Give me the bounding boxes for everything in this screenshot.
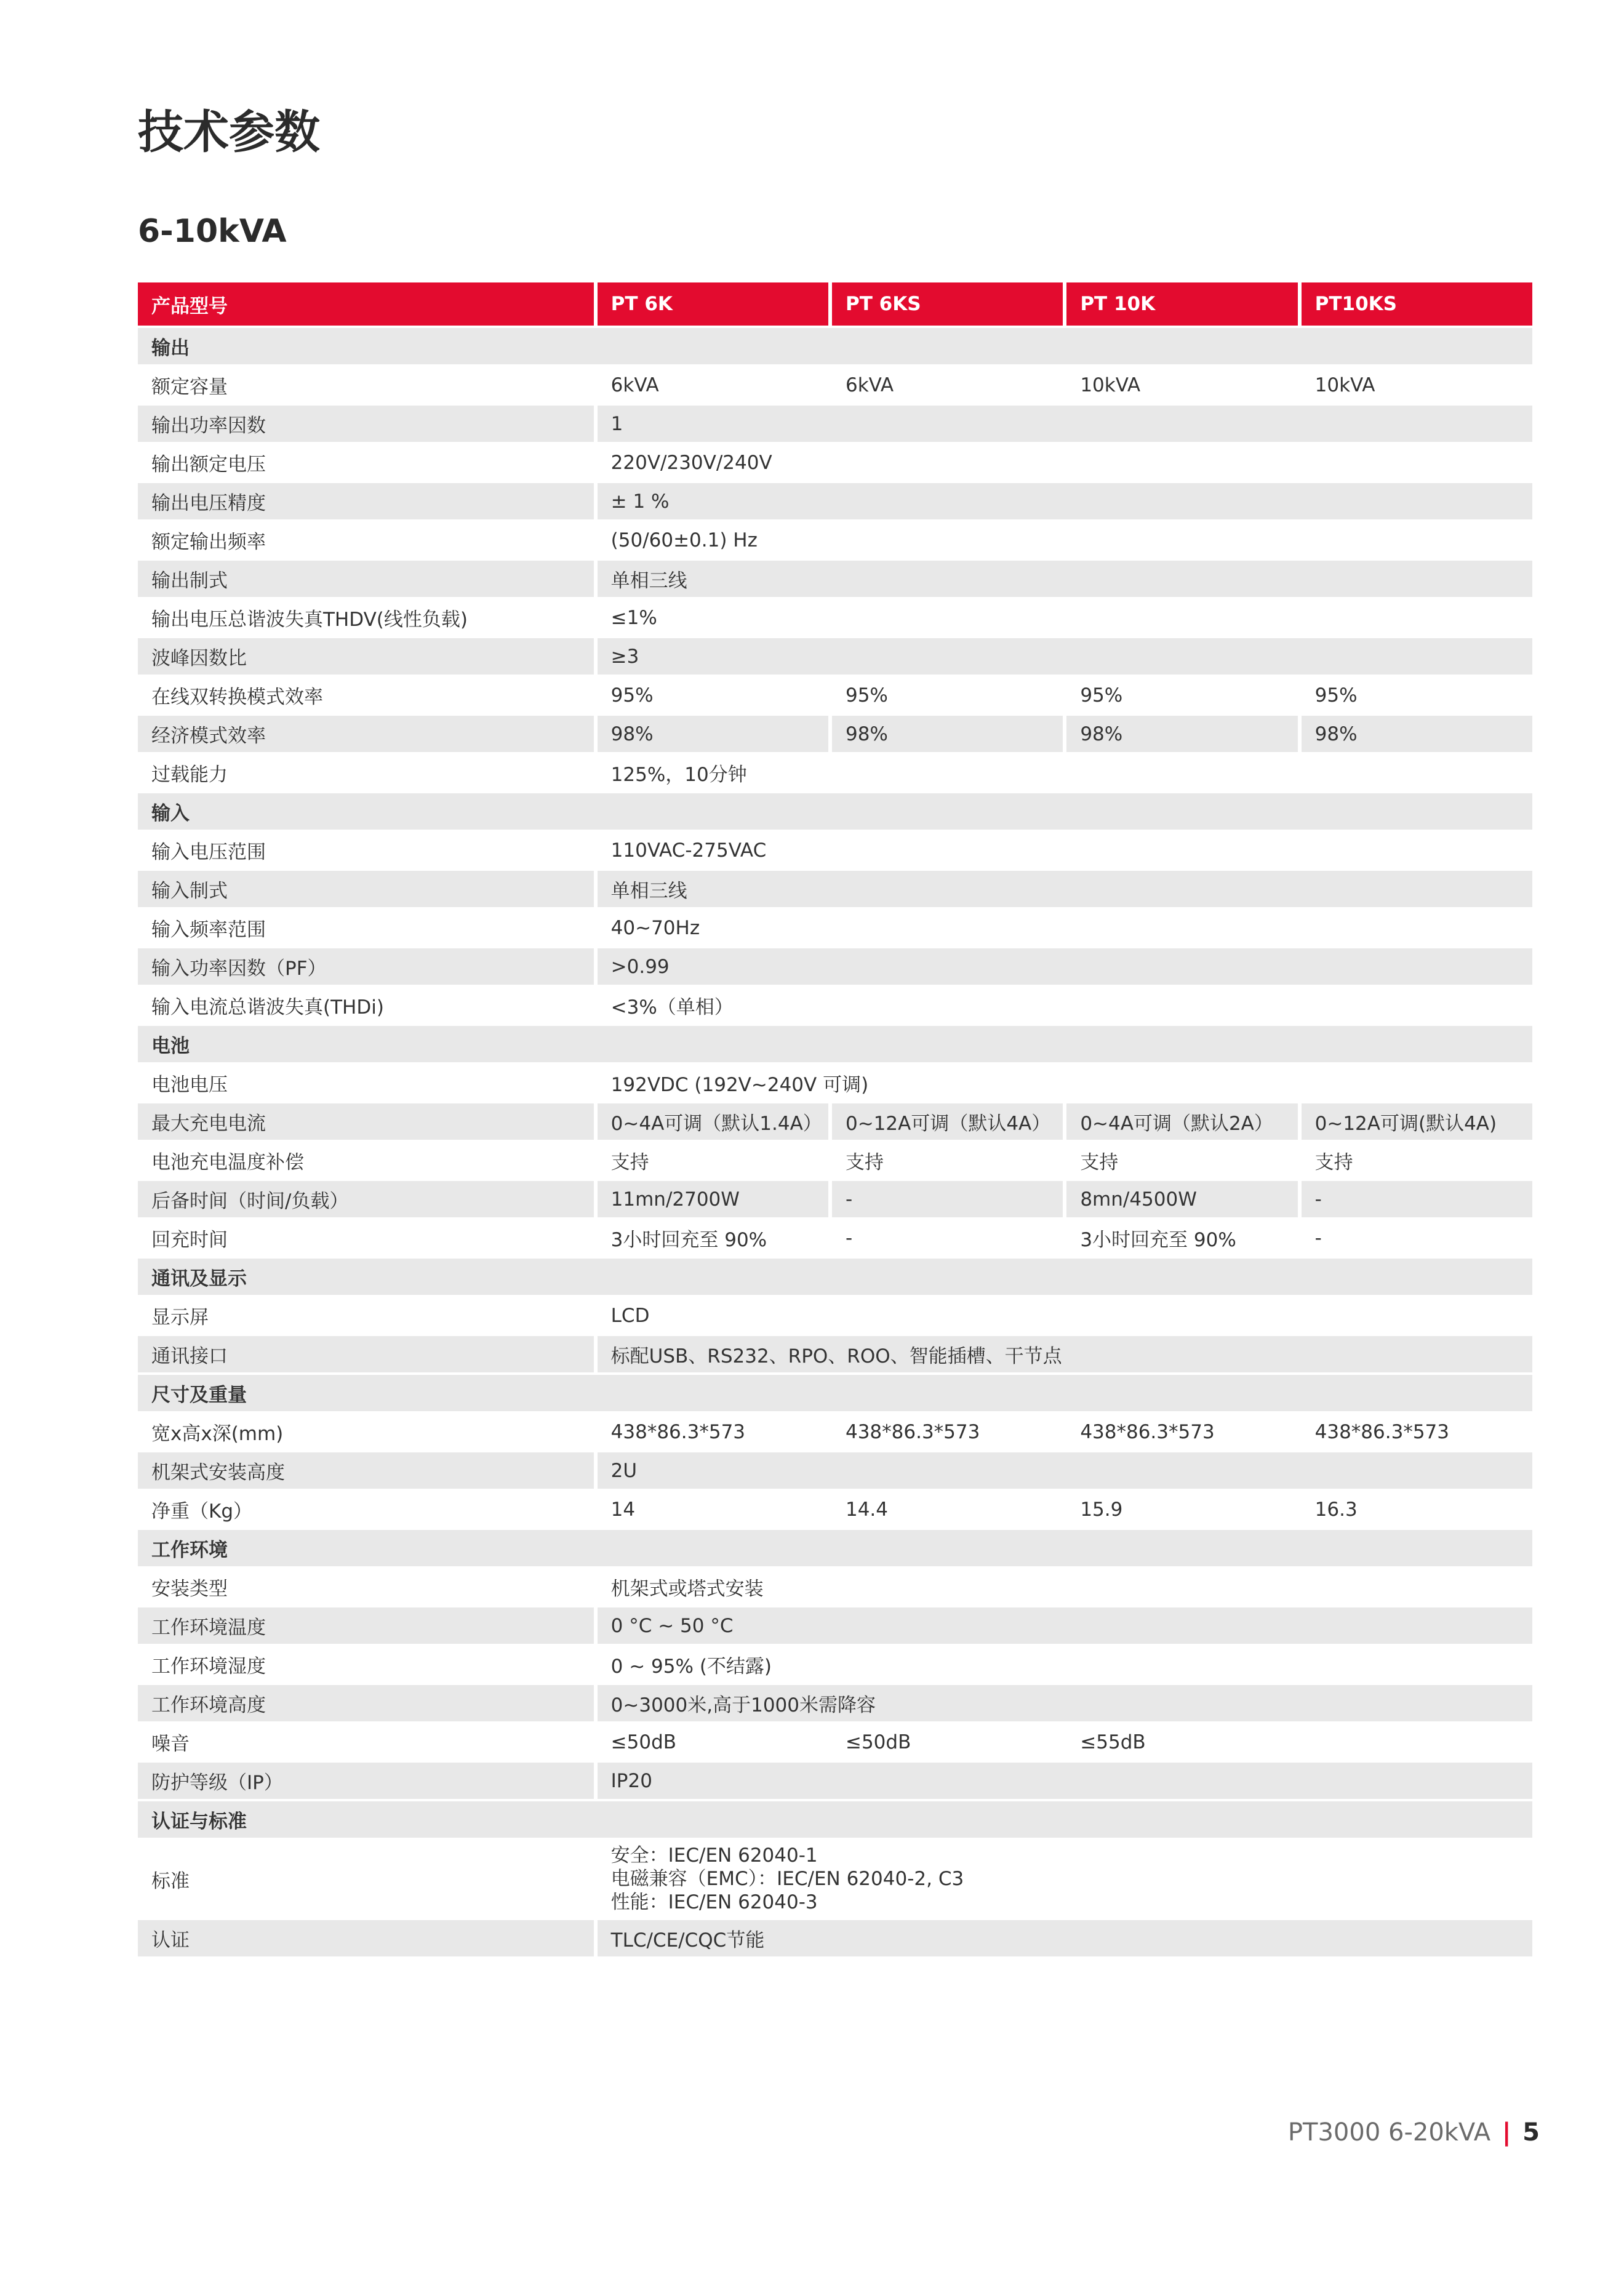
table-row — [138, 1491, 1532, 1527]
row-label: 输入电流总谐波失真(THDi) — [138, 987, 594, 1023]
table-row — [138, 755, 1532, 791]
row-value: 3小时回充至 90% — [598, 1220, 828, 1256]
row-value: >0.99 — [598, 948, 1532, 985]
category-row — [138, 1530, 1532, 1566]
table-row — [138, 987, 1532, 1023]
table-row — [138, 1607, 1532, 1644]
table-row — [138, 1414, 1532, 1450]
row-value: 0~12A可调(默认4A) — [1302, 1103, 1532, 1140]
row-label: 宽x高x深(mm) — [138, 1414, 594, 1450]
footer-separator: | — [1502, 2118, 1511, 2147]
row-value: 11mn/2700W — [598, 1181, 828, 1217]
row-value: ≥3 — [598, 638, 1532, 675]
row-value: 95% — [1066, 677, 1297, 713]
category-label: 尺寸及重量 — [138, 1375, 1532, 1411]
row-value: 0 ~ 95% (不结露) — [598, 1646, 1532, 1683]
spec-table-body — [138, 328, 1532, 1956]
row-value: 单相三线 — [598, 871, 1532, 907]
table-row — [138, 677, 1532, 713]
row-value: 6kVA — [832, 367, 1063, 403]
row-value: LCD — [598, 1297, 1532, 1334]
row-value: 单相三线 — [598, 561, 1532, 597]
table-row — [138, 1763, 1532, 1799]
row-value: 支持 — [598, 1142, 828, 1179]
row-label: 过载能力 — [138, 755, 594, 791]
row-value: 安全：IEC/EN 62040-1 电磁兼容（EMC）：IEC/EN 62040-2, C3 性能：IEC/EN 62040-3 — [598, 1840, 1532, 1918]
row-value: 支持 — [1302, 1142, 1532, 1179]
table-row — [138, 832, 1532, 868]
table-row — [138, 948, 1532, 985]
header-cell: PT 10K — [1066, 282, 1297, 326]
table-row — [138, 1336, 1532, 1372]
table-header-row — [138, 282, 1532, 326]
row-label: 认证 — [138, 1920, 594, 1956]
row-label: 防护等级（IP） — [138, 1763, 594, 1799]
row-label: 噪音 — [138, 1724, 594, 1760]
row-value: (50/60±0.1) Hz — [598, 522, 1532, 558]
row-value: 6kVA — [598, 367, 828, 403]
row-value: 0~4A可调（默认2A） — [1066, 1103, 1297, 1140]
row-value: IP20 — [598, 1763, 1532, 1799]
category-row — [138, 1375, 1532, 1411]
row-value — [1302, 1724, 1532, 1760]
table-row — [138, 871, 1532, 907]
row-value: 10kVA — [1066, 367, 1297, 403]
row-value: 110VAC-275VAC — [598, 832, 1532, 868]
row-value: 98% — [832, 716, 1063, 752]
row-label: 通讯接口 — [138, 1336, 594, 1372]
row-label: 波峰因数比 — [138, 638, 594, 675]
category-row — [138, 328, 1532, 364]
row-value: 438*86.3*573 — [1066, 1414, 1297, 1450]
category-row — [138, 1259, 1532, 1295]
row-label: 净重（Kg） — [138, 1491, 594, 1527]
row-label: 电池电压 — [138, 1065, 594, 1101]
row-value: 机架式或塔式安装 — [598, 1569, 1532, 1605]
header-cell: PT10KS — [1302, 282, 1532, 326]
category-label: 电池 — [138, 1026, 1532, 1062]
row-value: 95% — [598, 677, 828, 713]
row-label: 机架式安装高度 — [138, 1452, 594, 1489]
spec-table — [134, 280, 1536, 1959]
table-row — [138, 1569, 1532, 1605]
row-value: 15.9 — [1066, 1491, 1297, 1527]
row-label: 输入制式 — [138, 871, 594, 907]
row-value: 438*86.3*573 — [832, 1414, 1063, 1450]
page-footer — [1288, 2120, 1540, 2145]
row-value: ≤50dB — [598, 1724, 828, 1760]
table-row — [138, 1452, 1532, 1489]
table-row — [138, 1724, 1532, 1760]
row-value: ≤50dB — [832, 1724, 1063, 1760]
category-row — [138, 793, 1532, 830]
row-label: 工作环境湿度 — [138, 1646, 594, 1683]
row-label: 输入功率因数（PF） — [138, 948, 594, 985]
category-label: 输出 — [138, 328, 1532, 364]
row-value: 98% — [1302, 716, 1532, 752]
table-row — [138, 367, 1532, 403]
row-value: 标配USB、RS232、RPO、ROO、智能插槽、干节点 — [598, 1336, 1532, 1372]
row-value: - — [832, 1181, 1063, 1217]
table-row — [138, 716, 1532, 752]
page-number: 5 — [1522, 2118, 1540, 2147]
row-value: ≤1% — [598, 599, 1532, 636]
row-value: 0~12A可调（默认4A） — [832, 1103, 1063, 1140]
row-value: 2U — [598, 1452, 1532, 1489]
row-value: TLC/CE/CQC节能 — [598, 1920, 1532, 1956]
table-row — [138, 522, 1532, 558]
row-label: 安装类型 — [138, 1569, 594, 1605]
row-value: - — [1302, 1181, 1532, 1217]
header-cell: 产品型号 — [138, 282, 594, 326]
category-label: 通讯及显示 — [138, 1259, 1532, 1295]
row-value: - — [832, 1220, 1063, 1256]
row-label: 额定输出频率 — [138, 522, 594, 558]
row-label: 工作环境温度 — [138, 1607, 594, 1644]
row-label: 额定容量 — [138, 367, 594, 403]
row-label: 工作环境高度 — [138, 1685, 594, 1721]
category-label: 工作环境 — [138, 1530, 1532, 1566]
row-label: 最大充电电流 — [138, 1103, 594, 1140]
row-label: 电池充电温度补偿 — [138, 1142, 594, 1179]
row-value: 192VDC (192V~240V 可调) — [598, 1065, 1532, 1101]
category-row — [138, 1801, 1532, 1838]
header-cell: PT 6KS — [832, 282, 1063, 326]
row-value: 98% — [598, 716, 828, 752]
row-value: 438*86.3*573 — [598, 1414, 828, 1450]
row-value: ≤55dB — [1066, 1724, 1297, 1760]
table-row — [138, 483, 1532, 519]
table-row — [138, 406, 1532, 442]
footer-doc-title: PT3000 6-20kVA — [1287, 2118, 1491, 2147]
row-value: 125%，10分钟 — [598, 755, 1532, 791]
header-cell: PT 6K — [598, 282, 828, 326]
row-value: 40~70Hz — [598, 910, 1532, 946]
table-row — [138, 561, 1532, 597]
row-value: 支持 — [1066, 1142, 1297, 1179]
table-row — [138, 444, 1532, 481]
row-value: 438*86.3*573 — [1302, 1414, 1532, 1450]
row-label: 输入电压范围 — [138, 832, 594, 868]
category-row — [138, 1026, 1532, 1062]
row-label: 输入频率范围 — [138, 910, 594, 946]
table-row — [138, 1685, 1532, 1721]
row-label: 输出制式 — [138, 561, 594, 597]
table-row — [138, 1103, 1532, 1140]
table-row — [138, 1840, 1532, 1918]
table-row — [138, 1142, 1532, 1179]
table-row — [138, 599, 1532, 636]
row-value: 1 — [598, 406, 1532, 442]
table-row — [138, 910, 1532, 946]
table-row — [138, 1920, 1532, 1956]
row-value: - — [1302, 1220, 1532, 1256]
table-row — [138, 638, 1532, 675]
category-label: 输入 — [138, 793, 1532, 830]
row-label: 标准 — [138, 1840, 594, 1918]
row-label: 回充时间 — [138, 1220, 594, 1256]
page-title: 技术参数 — [138, 106, 320, 159]
row-label: 后备时间（时间/负载） — [138, 1181, 594, 1217]
row-label: 在线双转换模式效率 — [138, 677, 594, 713]
row-label: 输出电压总谐波失真THDV(线性负载) — [138, 599, 594, 636]
row-value: 14 — [598, 1491, 828, 1527]
row-value: 220V/230V/240V — [598, 444, 1532, 481]
row-value: 支持 — [832, 1142, 1063, 1179]
table-row — [138, 1220, 1532, 1256]
row-label: 经济模式效率 — [138, 716, 594, 752]
category-label: 认证与标准 — [138, 1801, 1532, 1838]
table-row — [138, 1297, 1532, 1334]
row-value: 14.4 — [832, 1491, 1063, 1527]
row-value: 0~4A可调（默认1.4A） — [598, 1103, 828, 1140]
section-title: 6-10kVA — [138, 213, 287, 250]
row-value: 98% — [1066, 716, 1297, 752]
row-value: 95% — [1302, 677, 1532, 713]
row-value: 3小时回充至 90% — [1066, 1220, 1297, 1256]
row-value: 8mn/4500W — [1066, 1181, 1297, 1217]
row-value: 10kVA — [1302, 367, 1532, 403]
row-label: 显示屏 — [138, 1297, 594, 1334]
table-row — [138, 1646, 1532, 1683]
row-value: ± 1 % — [598, 483, 1532, 519]
table-row — [138, 1181, 1532, 1217]
row-label: 输出额定电压 — [138, 444, 594, 481]
row-label: 输出电压精度 — [138, 483, 594, 519]
row-value: 0~3000米,高于1000米需降容 — [598, 1685, 1532, 1721]
table-row — [138, 1065, 1532, 1101]
row-value: 0 °C ~ 50 °C — [598, 1607, 1532, 1644]
row-value: 95% — [832, 677, 1063, 713]
row-value: <3%（单相） — [598, 987, 1532, 1023]
row-label: 输出功率因数 — [138, 406, 594, 442]
row-value: 16.3 — [1302, 1491, 1532, 1527]
